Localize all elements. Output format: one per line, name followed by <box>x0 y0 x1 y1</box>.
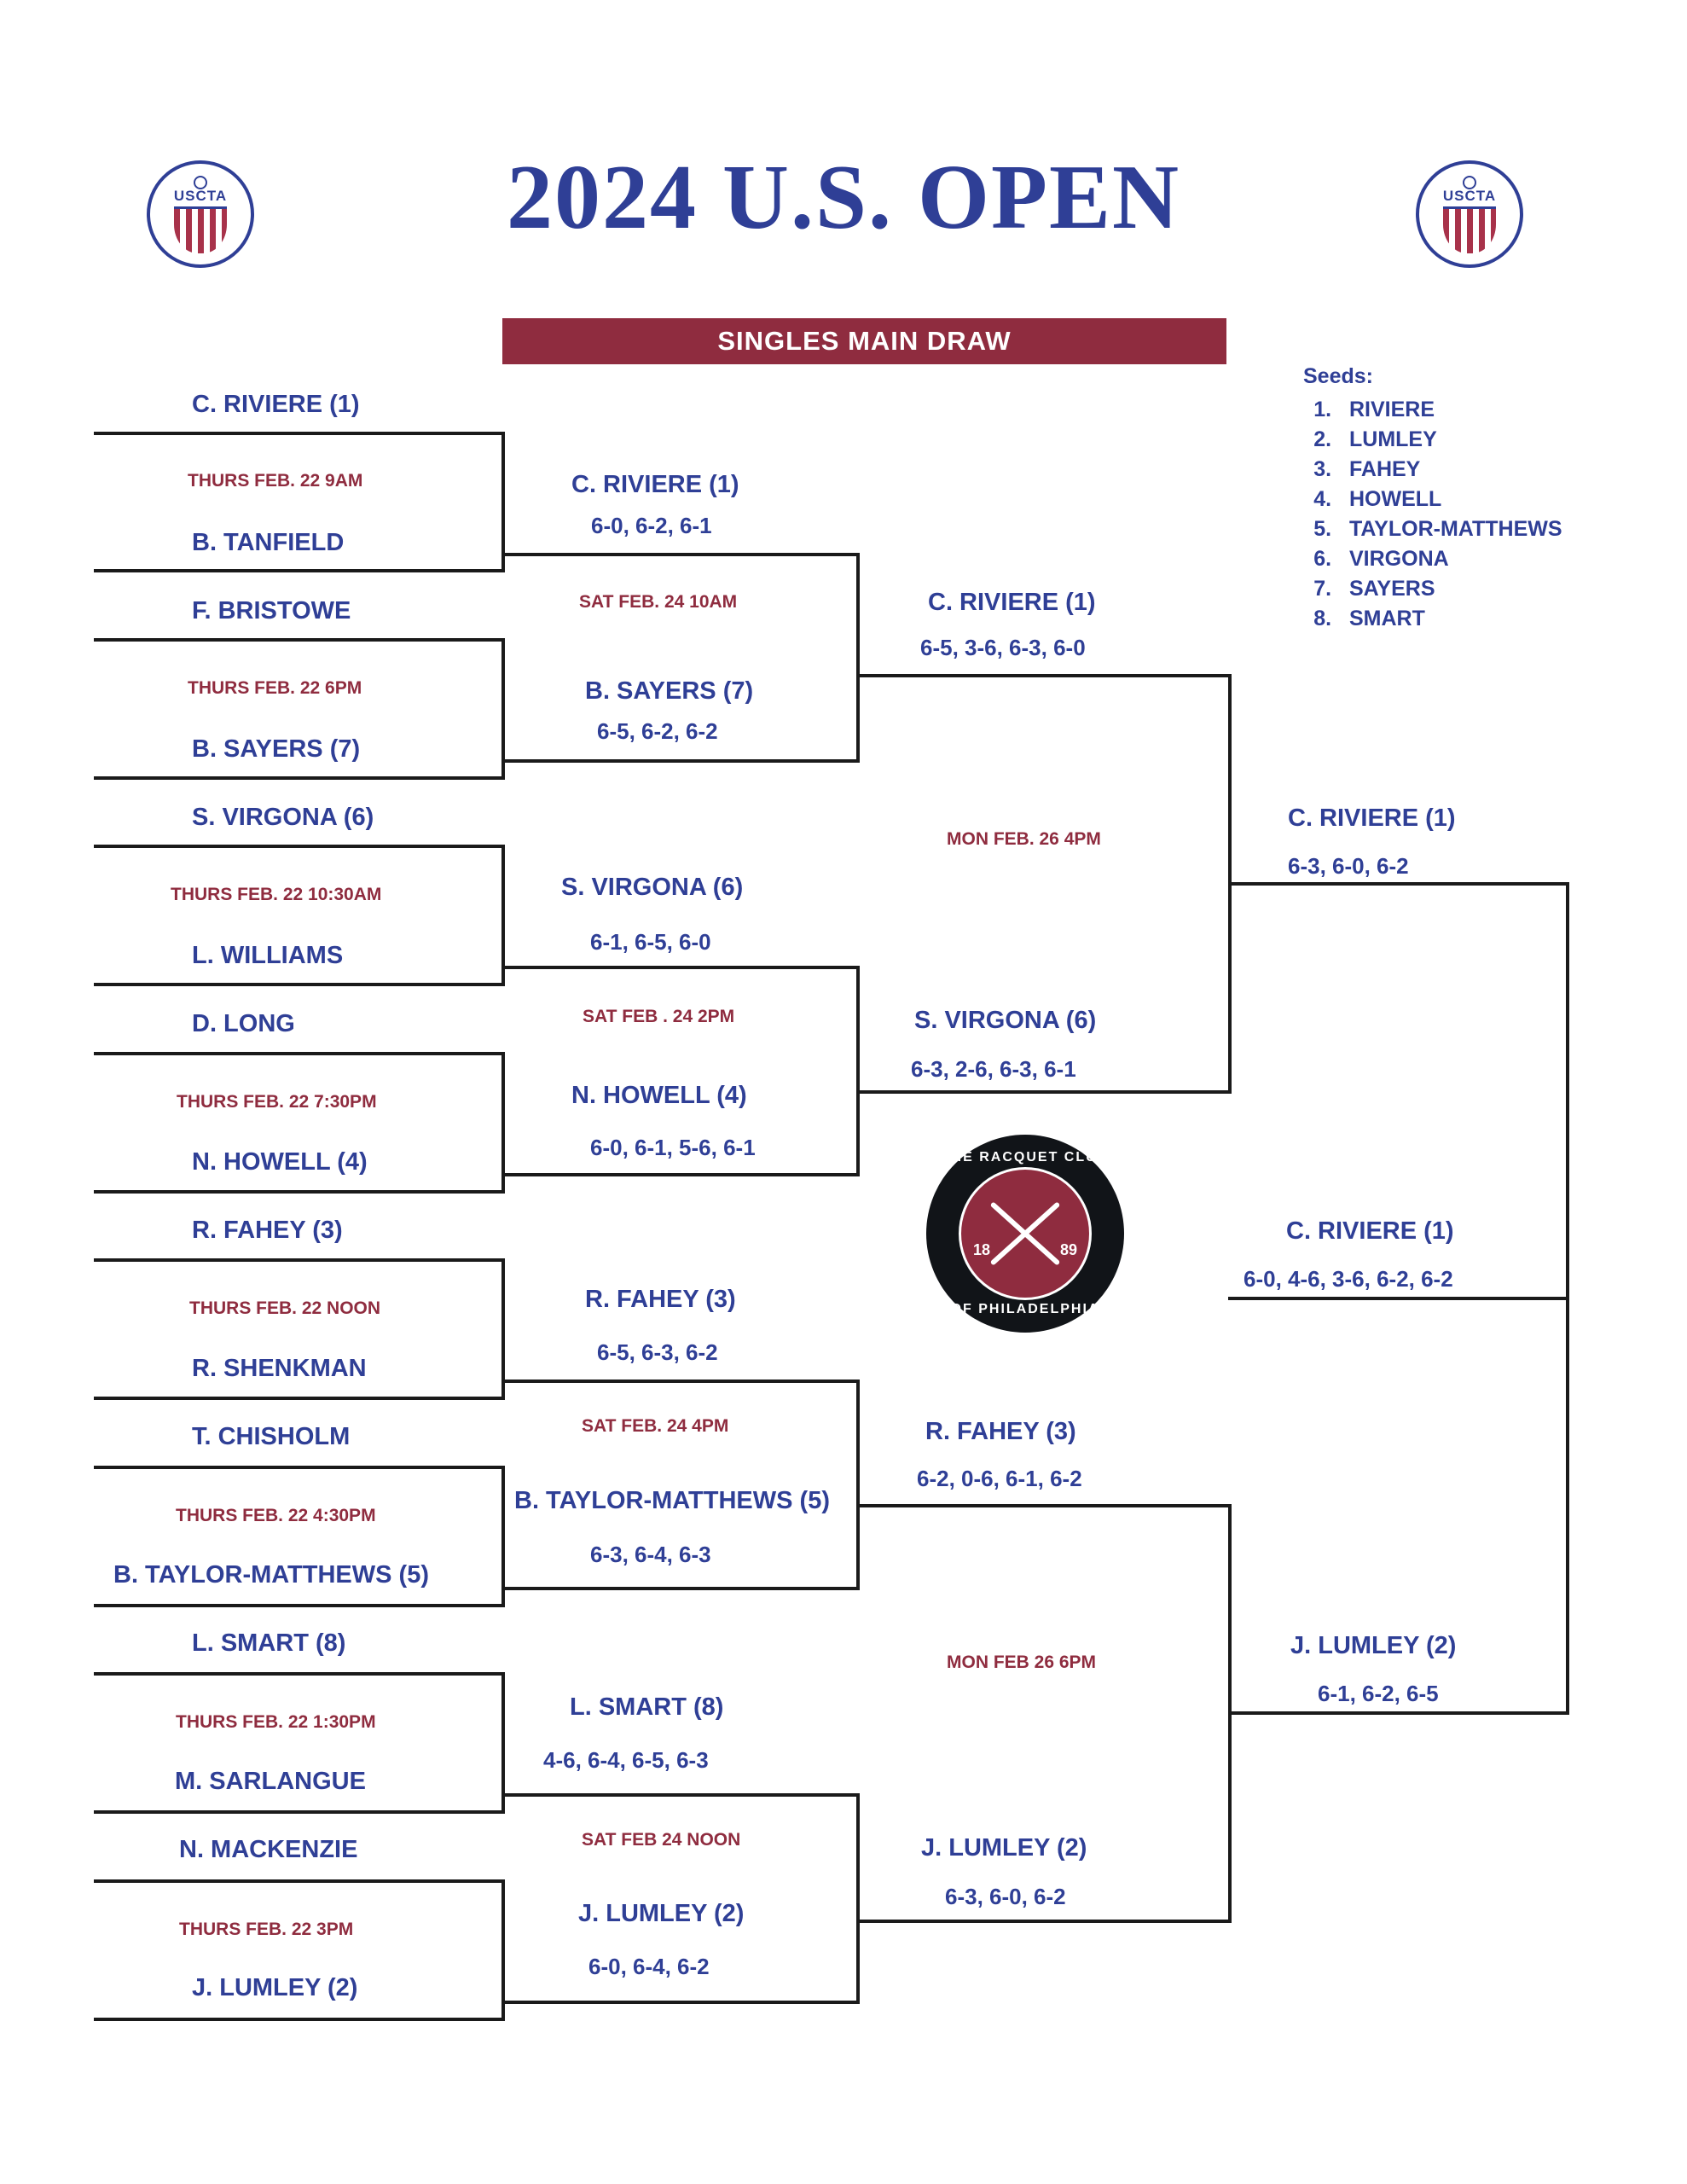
seal-top-text: THE RACQUET CLUB <box>941 1150 1110 1165</box>
bracket-line <box>501 759 860 763</box>
bracket-line <box>856 1793 860 2004</box>
r2-score: 6-5, 6-2, 6-2 <box>597 718 718 744</box>
r1-player: S. VIRGONA (6) <box>192 804 374 831</box>
r1-player: N. HOWELL (4) <box>192 1148 368 1176</box>
r2-score: 6-0, 6-1, 5-6, 6-1 <box>590 1135 756 1160</box>
r1-player: R. SHENKMAN <box>192 1355 367 1382</box>
r1-match-time: THURS FEB. 22 NOON <box>189 1298 381 1318</box>
bracket-line <box>501 553 860 556</box>
bracket-line <box>94 1879 505 1883</box>
r2-winner: C. RIVIERE (1) <box>571 471 739 498</box>
sf-match-time: MON FEB 26 6PM <box>947 1653 1097 1672</box>
bracket-line <box>94 1672 505 1676</box>
r2-winner: R. FAHEY (3) <box>585 1286 736 1313</box>
r2-winner: J. LUMLEY (2) <box>578 1900 745 1927</box>
bracket-line <box>501 1793 860 1797</box>
bracket-line <box>1228 882 1569 886</box>
sf-match-time: MON FEB. 26 4PM <box>947 829 1101 849</box>
bracket-line <box>94 1466 505 1469</box>
seal-inner <box>959 1167 1092 1300</box>
bracket-line <box>501 966 860 969</box>
champion-name: C. RIVIERE (1) <box>1286 1217 1454 1245</box>
seeds-list <box>1303 395 1562 634</box>
r1-match-time: THURS FEB. 22 9AM <box>188 471 363 491</box>
bracket-line <box>1228 1711 1569 1715</box>
champion-score: 6-0, 4-6, 3-6, 6-2, 6-2 <box>1244 1266 1453 1292</box>
bracket-line <box>94 1810 505 1814</box>
r2-winner: B. SAYERS (7) <box>585 677 754 705</box>
seed-item: 4. HOWELL <box>1337 485 1562 514</box>
bracket-line <box>94 1397 505 1400</box>
bracket-line <box>856 1920 1232 1923</box>
r2-winner: S. VIRGONA (6) <box>561 874 744 901</box>
bracket-line <box>501 2001 860 2004</box>
r2-score: 6-1, 6-5, 6-0 <box>590 929 711 955</box>
r1-player: B. TANFIELD <box>192 529 345 556</box>
r1-match-time: THURS FEB. 22 3PM <box>179 1920 354 1939</box>
r1-player: D. LONG <box>192 1010 295 1037</box>
seed-item: 8. SMART <box>1337 604 1562 634</box>
bracket-line <box>94 983 505 986</box>
seed-item: 6. VIRGONA <box>1337 544 1562 574</box>
bracket-line <box>94 845 505 848</box>
bracket-line <box>94 776 505 780</box>
sf-score: 6-5, 3-6, 6-3, 6-0 <box>920 635 1086 660</box>
r2-match-time: SAT FEB . 24 2PM <box>583 1007 735 1026</box>
r2-match-time: SAT FEB. 24 4PM <box>582 1416 729 1436</box>
r1-player: L. SMART (8) <box>192 1629 346 1657</box>
r1-match-time: THURS FEB. 22 4:30PM <box>176 1506 376 1525</box>
logo-left-label: USCTA <box>173 188 228 204</box>
seeds-panel <box>1303 362 1562 634</box>
bracket-line <box>1228 1297 1569 1300</box>
r1-player: J. LUMLEY (2) <box>192 1974 358 2001</box>
r2-winner: N. HOWELL (4) <box>571 1082 747 1109</box>
draw-banner: SINGLES MAIN DRAW <box>502 318 1226 364</box>
r1-player: L. WILLIAMS <box>192 942 344 969</box>
r1-match-time: THURS FEB. 22 7:30PM <box>177 1092 377 1112</box>
logo-right-label: USCTA <box>1442 188 1497 204</box>
bracket-line <box>94 2018 505 2021</box>
bracket-line <box>94 1258 505 1262</box>
r1-player: M. SARLANGUE <box>175 1768 366 1795</box>
bracket-line <box>501 1587 860 1590</box>
r2-winner: B. TAYLOR-MATTHEWS (5) <box>514 1487 830 1514</box>
seed-item: 7. SAYERS <box>1337 574 1562 604</box>
seed-item: 5. TAYLOR-MATTHEWS <box>1337 514 1562 544</box>
r2-score: 6-0, 6-2, 6-1 <box>591 513 712 538</box>
r2-match-time: SAT FEB 24 NOON <box>582 1830 741 1850</box>
r2-score: 4-6, 6-4, 6-5, 6-3 <box>543 1747 709 1773</box>
bracket-line <box>856 1090 1232 1094</box>
sf-score: 6-3, 6-0, 6-2 <box>945 1884 1066 1909</box>
sf-winner: C. RIVIERE (1) <box>928 589 1096 616</box>
seed-item: 3. FAHEY <box>1337 455 1562 485</box>
r1-player: C. RIVIERE (1) <box>192 391 360 418</box>
bracket-line <box>501 432 505 572</box>
r1-player: B. SAYERS (7) <box>192 735 361 763</box>
final-score: 6-3, 6-0, 6-2 <box>1288 853 1409 879</box>
final-slot: J. LUMLEY (2) <box>1290 1632 1457 1659</box>
r2-score: 6-3, 6-4, 6-3 <box>590 1542 711 1567</box>
bracket-line <box>94 1190 505 1194</box>
sf-winner: R. FAHEY (3) <box>925 1418 1076 1445</box>
seal-year-right: 89 <box>1059 1241 1077 1258</box>
r2-score: 6-0, 6-4, 6-2 <box>588 1954 710 1979</box>
bracket-line <box>856 674 1232 677</box>
r2-winner: L. SMART (8) <box>570 1693 724 1721</box>
page-title: 2024 U.S. OPEN <box>506 147 1181 248</box>
sf-winner: J. LUMLEY (2) <box>921 1834 1087 1862</box>
bracket-line <box>856 553 860 763</box>
seal-year-left: 18 <box>973 1241 991 1258</box>
bracket-line <box>94 569 505 572</box>
bracket-line <box>501 1380 860 1383</box>
r2-match-time: SAT FEB. 24 10AM <box>579 592 738 612</box>
r1-player: N. MACKENZIE <box>179 1836 358 1863</box>
seeds-heading: Seeds: <box>1303 364 1373 388</box>
sf-score: 6-3, 2-6, 6-3, 6-1 <box>911 1056 1076 1082</box>
seal-bottom-text: OF PHILADELPHIA <box>950 1302 1100 1316</box>
bracket-line <box>856 966 860 1176</box>
bracket-line <box>856 1380 860 1590</box>
r1-player: T. CHISHOLM <box>192 1423 351 1450</box>
bracket-line <box>501 1173 860 1176</box>
bracket-line <box>94 432 505 435</box>
r1-match-time: THURS FEB. 22 1:30PM <box>176 1712 376 1732</box>
final-slot: C. RIVIERE (1) <box>1288 804 1456 832</box>
bracket-line <box>856 1504 1232 1507</box>
seed-item: 1. RIVIERE <box>1337 395 1562 425</box>
seed-item: 2. LUMLEY <box>1337 425 1562 455</box>
racquet-club-seal <box>926 1135 1124 1333</box>
bracket-line <box>94 1052 505 1055</box>
bracket-line <box>94 638 505 642</box>
bracket-line <box>94 1604 505 1607</box>
r1-player: F. BRISTOWE <box>192 597 351 624</box>
sf-score: 6-2, 0-6, 6-1, 6-2 <box>917 1466 1082 1491</box>
r2-score: 6-5, 6-3, 6-2 <box>597 1339 718 1365</box>
final-score: 6-1, 6-2, 6-5 <box>1318 1681 1439 1706</box>
r1-player: R. FAHEY (3) <box>192 1217 343 1244</box>
r1-player: B. TAYLOR-MATTHEWS (5) <box>113 1561 429 1589</box>
sf-winner: S. VIRGONA (6) <box>914 1007 1097 1034</box>
r1-match-time: THURS FEB. 22 10:30AM <box>171 885 382 904</box>
r1-match-time: THURS FEB. 22 6PM <box>188 678 362 698</box>
